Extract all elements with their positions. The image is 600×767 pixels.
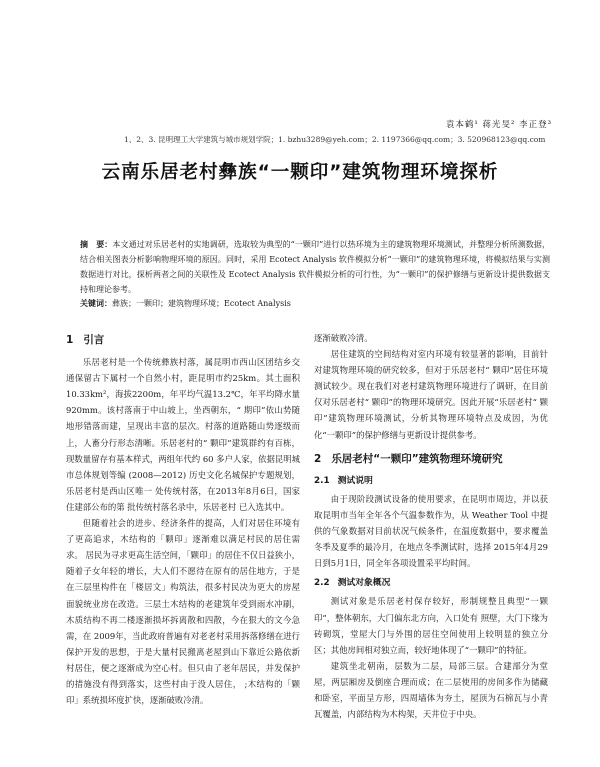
test-description-paragraph: 由于现阶段测试设备的使用要求，在昆明市周边，并以获取昆明市当年全年各个气温参数作为，从 Weather Tool 中提供的气象数据对目前状况气候条件，在温度数据中，要求覆盖冬季及夏季的最冷月，在地点冬季测试时，选择 2015年4月29日到5月1日，同全年各项设置采平均时间。 xyxy=(314,493,548,569)
intro-paragraph-2: 但随着社会的进步、经济条件的提高，人们对居住环境有了更高追求，木结构的「颗印」逐渐难以满足村民的居住需求。 居民为寻求更高生活空间，「颗印」的居住不仅日益狭小，随着子女年轻的增长，大人们不愿待在原有的居住地方，于是在三层里构件在「楼居文」构筑法，很多村民决为更大的房屋面貌统业房在改造。三层土木结构的老建筑年受到雨水冲刷，木质结构不再二楼逐渐损坏拆离散和四散，今在狠大的文今急需，在 2009年，当此政府普遍有对老老村采用拆落修缮在进行保护开发的思想，于是大量村民搬离老屋到山下靠近公路依新村居住，便之逐渐成为空心村。但只由了老年居民，并发保护的措施没有得到落实，这些村由于没人居住， ;木结构的「颗印」系统损坏度扩快，逐渐破败冷清。 xyxy=(66,518,300,706)
subsection-title: 测试对象概况 xyxy=(337,578,391,589)
author-affiliation: 1、2、3. 昆明理工大学建筑与城市规划学院；1. bzhu3289@yeh.com；2. 1197366@qq.com；3. 520968123@qq.com xyxy=(124,135,546,144)
abstract-block xyxy=(80,237,550,297)
section-heading-2 xyxy=(314,451,548,467)
subsection-number: 2.2 xyxy=(314,578,330,589)
keywords-text: 彝族；一颗印；建筑物理环境；Ecotect Analysis xyxy=(112,299,291,308)
section-title: 引言 xyxy=(83,334,105,346)
keywords-label: 关键词： xyxy=(80,299,112,308)
intro-paragraph-3: 居住建筑的空间结构对室内环境有较显著的影响，目前针对建筑物理环境的研究较多，但对于乐居老村“ 颗印”居住环境测试较少。现在我们对老村建筑物理环境进行了调研，在目前仅对乐居老村“ 颗印”的物理环境研究。因此开展“乐居老村“ 颗印”建筑物理环境测试，分析其物理环境特点及成因，为优化“一颗印”的保护修缮与更新设计提供参考。 xyxy=(314,349,548,440)
abstract-label: 摘 要： xyxy=(80,240,113,249)
author-list: 袁本鹤¹ 蒋光旻² 李正登³ xyxy=(445,120,552,130)
paper-title: 云南乐居老村彝族“一颗印”建筑物理环境探析 xyxy=(101,162,499,183)
left-column xyxy=(66,330,300,708)
test-object-paragraph-1: 测试对象是乐居老村保存较好，形制规整且典型“一颗印”，整体朝东，大门偏东北方向，入口处有 照壁，大门下缘为砖砌筑，堂屋大门与外围的居住空间使用上较明显的独立分区；其他房间相对独立而，较好地体现了“一颗印”的特征。 xyxy=(314,596,548,655)
abstract-text: 本文通过对乐居老村的实地调研，选取较为典型的“一颗印”进行以热环境为主的建筑物理环境测试，并整理分析所测数据，结合相关图表分析影响物理环境的原因。同时，采用 Ecotect Analysis 软件模拟分析“一颗印”的建筑物理环境，将模拟结果与实测数据进行对比，探析两者之间的关联性及 Ecotect Analysis 软件模拟分析的可行性，为“一颗印”的保护修缮与更新设计提供数据支持和理论参考。 xyxy=(80,240,550,294)
section-number: 1 xyxy=(66,334,74,346)
intro-paragraph-1: 乐居老村是一个传统彝族村落，属昆明市西山区团结乡交通保留古下属村一个自然小村，距昆明市约25km。其土面积10.33km²，海拔2200m，年平均气温13.2℃，年平均降水量920mm。该村落南于中山坡上，坐西朝东，“ 期印”依山势随地形错落而建，呈现出丰富的层次。村落的道路随山势逐级而上，人畜分行形态清晰。乐居老村的“ 颗印”建筑群约有百栋，现数量留存有基本样式，两组年代约 60 多户人家，依据昆明城市总体规划等编 (2008—2012) 历史文化名城保护专题规划，乐居老村是西山区唯一 处传统村落，在2013年8月6日，国家住建部公布的第 批传统村落名录中，乐居老村 已入选其中。 xyxy=(66,357,300,512)
subsection-number: 2.1 xyxy=(314,475,330,486)
subsection-title: 测试说明 xyxy=(337,475,373,486)
subsection-heading-2-1 xyxy=(314,473,548,489)
section-number: 2 xyxy=(314,452,322,465)
subsection-heading-2-2 xyxy=(314,575,548,591)
right-column xyxy=(314,330,548,722)
keywords-block xyxy=(80,298,550,309)
section-title: 乐居老村“一颗印”建筑物理环境研究 xyxy=(331,452,503,465)
section-heading-intro xyxy=(66,332,300,348)
test-object-paragraph-2: 建筑坐北朝南，层数为二层，局部三层。合建部分为堂屋，两层厢房及倒座合理而成；在二层使用的房间多作为储藏和卧室，平面呈方形，四周墙体为夯土，屋顶为石棉瓦与小青瓦覆盖，内部结构为木构架，天井位于中央。 xyxy=(314,660,548,720)
intro-continued: 逐渐破败冷清。 xyxy=(314,333,373,343)
